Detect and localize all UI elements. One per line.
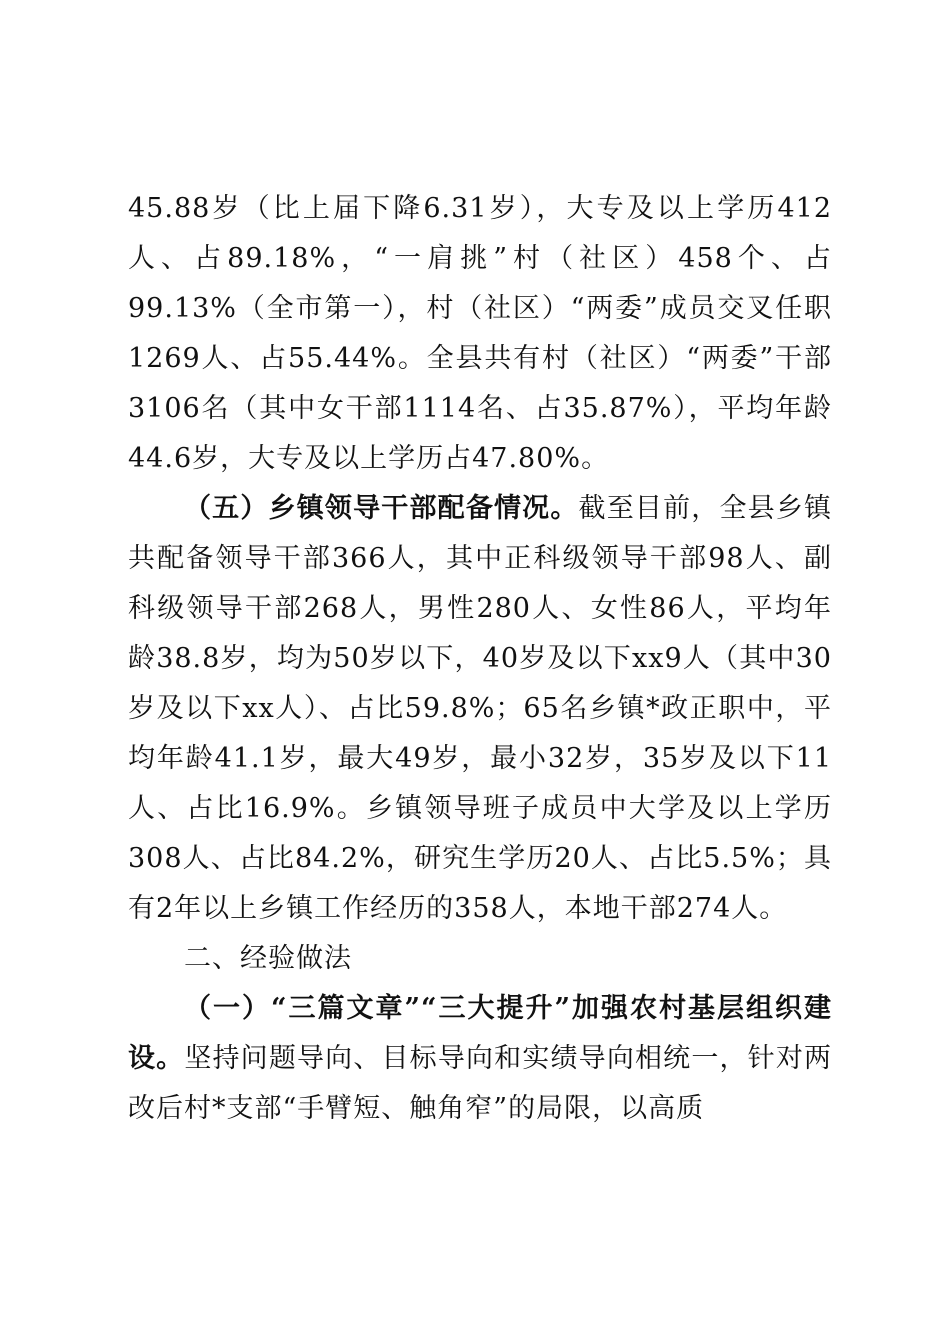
paragraph-township-leaders bbox=[128, 484, 832, 934]
paragraph-rural-organization bbox=[128, 984, 832, 1134]
document-body bbox=[128, 184, 832, 1134]
section-body-rural: 坚持问题导向、目标导向和实绩导向相统一，针对两改后村*支部“手臂短、触角窄”的局限，以高质 bbox=[128, 1043, 833, 1124]
section-lead-rural: （一）“三篇文章”“三大提升”加强农村基层组织建设。 bbox=[128, 993, 832, 1074]
section-lead-township: （五）乡镇领导干部配备情况。 bbox=[184, 493, 579, 524]
section-heading-experience: 二、经验做法 bbox=[184, 943, 352, 974]
paragraph-village-cadres: 45.88岁（比上届下降6.31岁），大专及以上学历412人、占89.18%，“一肩挑”村（社区）458个、占99.13%（全市第一），村（社区）“两委”成员交叉任职1269人、占55.44%。全县共有村（社区）“两委”干部3106名（其中女干部1114名、占35.87%），平均年龄44.6岁，大专及以上学历占47.80%。 bbox=[128, 193, 832, 474]
section-body-township: 截至目前，全县乡镇共配备领导干部366人，其中正科级领导干部98人、副科级领导干部268人，男性280人、女性86人，平均年龄38.8岁，均为50岁以下，40岁及以下xx9人（其中30岁及以下xx人）、占比59.8%；65名乡镇*政正职中，平均年龄41.1岁，最大49岁，最小32岁，35岁及以下11人、占比16.9%。乡镇领导班子成员中大学及以上学历308人、占比84.2%，研究生学历20人、占比5.5%；具有2年以上乡镇工作经历的358人，本地干部274人。 bbox=[128, 493, 833, 924]
